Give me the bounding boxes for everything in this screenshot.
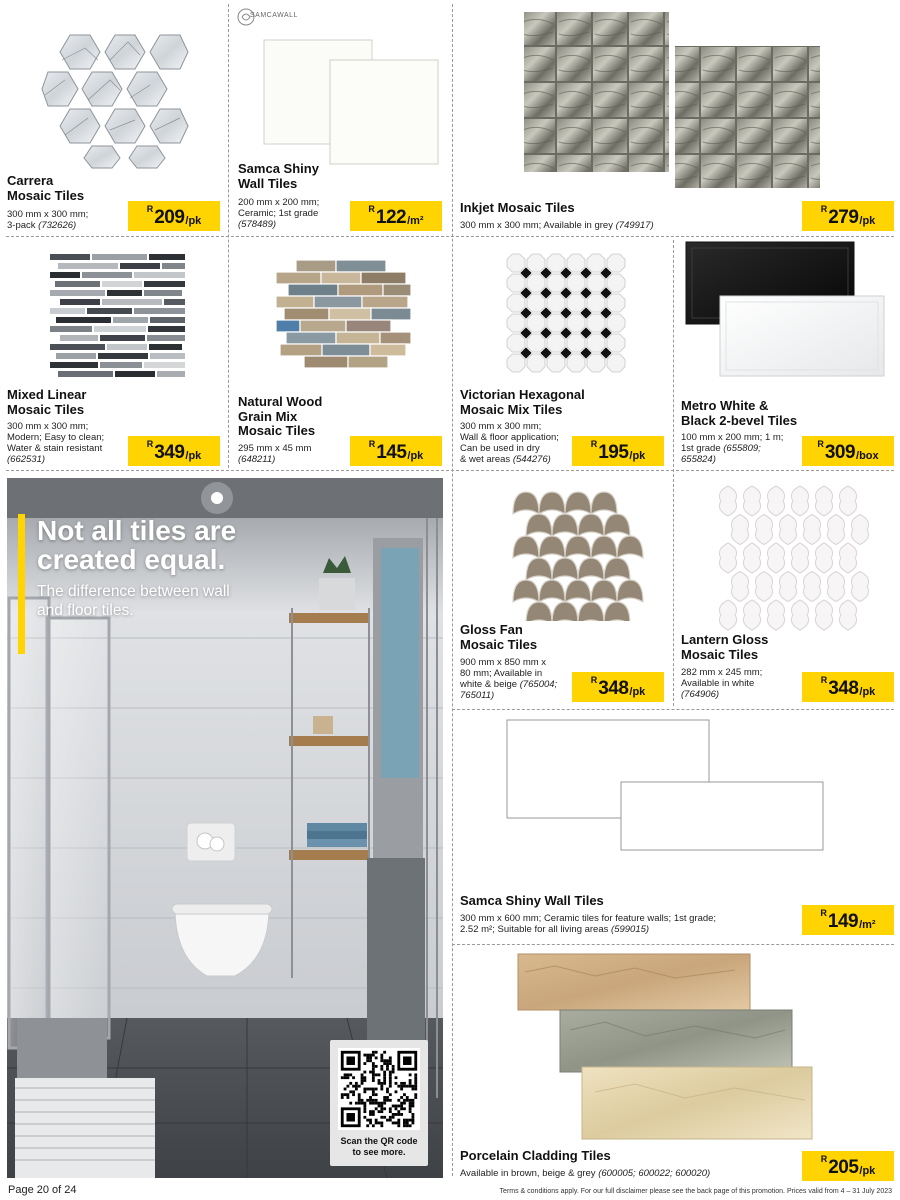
product-code: (648211) [238,454,276,465]
row-divider-2 [6,470,894,471]
product-title: Victorian Hexagonal Mosaic Mix Tiles [460,387,585,417]
product-code: (749917) [615,220,654,231]
mixed-linear-tile-image [50,252,185,382]
product-title: Carrera Mosaic Tiles [7,173,85,203]
product-title: Inkjet Mosaic Tiles [460,200,575,215]
price-tag: R 149 /m² [802,905,894,935]
product-code: 765011) [460,690,495,701]
price-tag: R 348 /pk [802,672,894,702]
product-description: 100 mm x 200 mm; 1 m; 1st grade (655809; 655824) [681,432,784,465]
samca-logo [237,6,327,34]
price-tag: R 279 /pk [802,201,894,231]
product-code: (600005; 600022; 600020) [598,1168,711,1179]
product-description: 300 mm x 600 mm; Ceramic tiles for feature walls; 1st grade; 2.52 m²; Suitable for all living areas (599015) [460,913,717,935]
promo-accent-bar [18,514,25,654]
product-title: Samca Shiny Wall Tiles [238,161,319,191]
price-tag: R 195 /pk [572,436,664,466]
product-title: Samca Shiny Wall Tiles [460,893,604,908]
product-description: 900 mm x 850 mm x 80 mm; Available in white & beige (765004; 765011) [460,657,558,701]
victorian-tile-image [505,252,627,374]
product-description: 295 mm x 45 mm (648211) [238,443,312,465]
cladding-tile-image [515,952,815,1142]
promo-headline: Not all tiles are created equal. [37,515,237,575]
product-code: (662531) [7,454,46,465]
price-tag: R 209 /pk [128,201,220,231]
product-title: Metro White & Black 2-bevel Tiles [681,398,798,428]
samca-logo-text: SAMCAWALL [250,12,298,19]
price-tag: R 145 /pk [350,436,442,466]
inkjet-tile-image [520,10,825,190]
row-divider-4 [452,944,894,945]
product-title: Mixed Linear Mosaic Tiles [7,387,87,417]
product-code: (544276) [512,454,551,465]
terms-disclaimer: Terms & conditions apply. For our full disclaimer please see the back page of this promotion. Prices valid from 4 – 31 July 2023 [499,1188,892,1195]
row-divider-1 [6,236,894,237]
page-number: Page 20 of 24 [8,1184,77,1196]
product-code: (655809; [723,443,761,454]
product-code: (599015) [611,924,650,935]
metro-tile-image [684,240,888,380]
product-title: Lantern Gloss Mosaic Tiles [681,632,769,662]
product-code: (764906) [681,689,720,700]
lantern-tile-image [712,482,880,632]
product-description: 200 mm x 200 mm; Ceramic; 1st grade (578489) [238,197,320,230]
price-tag: R 309 /box [802,436,894,466]
product-title: Natural Wood Grain Mix Mosaic Tiles [238,394,323,438]
product-code: 655824) [681,454,716,465]
product-code: (732626) [38,220,77,231]
product-title: Porcelain Cladding Tiles [460,1148,611,1163]
col-divider-2 [452,4,453,1176]
product-description: Available in brown, beige & grey (600005; 600022; 600020) [460,1168,711,1179]
promo-subline: The difference between wall and floor tiles. [37,583,230,619]
qr-code-box[interactable] [330,1040,428,1166]
product-description: 300 mm x 300 mm; Modern; Easy to clean; Water & stain resistant (662531) [7,421,105,465]
product-description: 300 mm x 300 mm; 3-pack (732626) [7,209,89,231]
col-divider-1 [228,4,229,468]
row-divider-3 [452,709,894,710]
samca-600-tile-image [505,718,827,852]
price-tag: R 348 /pk [572,672,664,702]
gloss-fan-tile-image [505,486,645,621]
carrera-tile-image [40,30,190,170]
price-tag: R 349 /pk [128,436,220,466]
product-description: 300 mm x 300 mm; Wall & floor application; Can be used in dry & wet areas (544276) [460,421,559,465]
samca-200-tile-image [258,36,442,166]
natural-wood-tile-image [276,258,411,370]
qr-code-icon[interactable] [338,1048,420,1130]
price-tag: R 205 /pk [802,1151,894,1181]
qr-caption: Scan the QR code to see more. [340,1136,418,1157]
product-code: (578489) [238,219,277,230]
price-tag: R 122 /m² [350,201,442,231]
product-code: (765004; [519,679,558,690]
col-divider-3 [673,240,674,706]
product-description: 282 mm x 245 mm; Available in white (764906) [681,667,763,700]
product-description: 300 mm x 300 mm; Available in grey (749917) [460,220,654,231]
product-title: Gloss Fan Mosaic Tiles [460,622,538,652]
promo-banner[interactable] [7,478,443,1178]
